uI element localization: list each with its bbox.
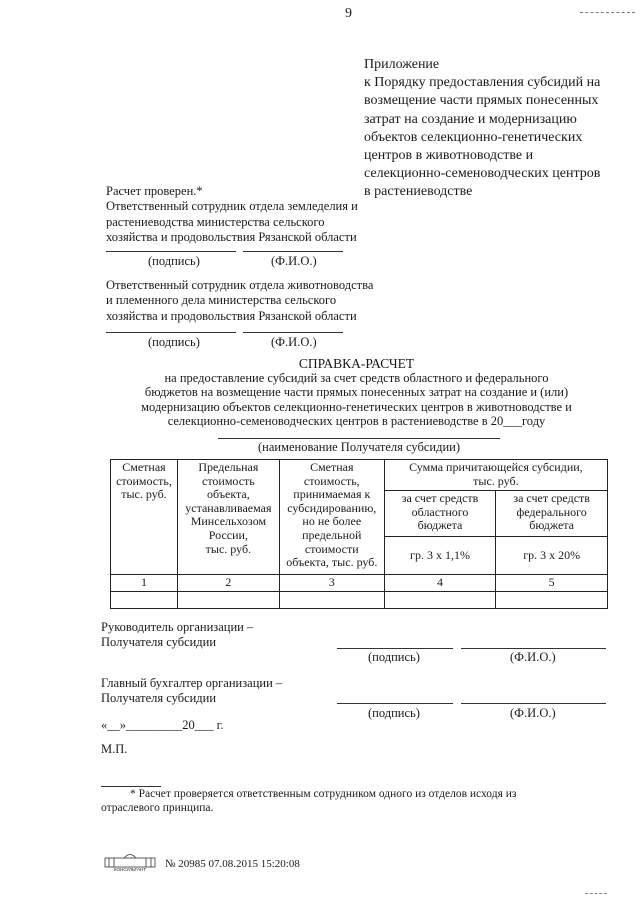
col1-header: Сметная стоимость, тыс. руб. xyxy=(111,460,178,575)
appendix-block xyxy=(364,56,600,202)
group-header: Сумма причитающейся субсидии, тыс. руб. xyxy=(384,460,607,491)
bottom-edge-mark xyxy=(585,893,607,894)
col2-header: Предельная стоимость объекта, устанавливаемая Минсельхозом России, тыс. руб. xyxy=(177,460,279,575)
empty-cell xyxy=(384,591,496,608)
col4-formula: гр. 3 х 1,1% xyxy=(384,537,496,575)
col-number: 3 xyxy=(279,575,384,592)
check2-block xyxy=(106,278,373,324)
appendix-line: центров в животноводстве и xyxy=(364,148,534,164)
accountant-name-line xyxy=(461,703,606,704)
stamp-place: М.П. xyxy=(101,742,128,756)
head-org-name-label: (Ф.И.О.) xyxy=(510,650,556,664)
accountant-line: Главный бухгалтер организации – xyxy=(101,676,283,690)
col5-formula: гр. 3 х 20% xyxy=(496,537,608,575)
check2-line: Ответственный сотрудник отдела животноводства xyxy=(106,278,374,292)
footnote-separator xyxy=(101,786,161,787)
recipient-line xyxy=(218,438,500,439)
check1-sign-line xyxy=(106,251,236,252)
check2-sign-label: (подпись) xyxy=(148,335,200,349)
top-edge-mark xyxy=(580,12,635,13)
col-number: 4 xyxy=(384,575,496,592)
appendix-line: объектов селекционно-генетических xyxy=(364,129,583,145)
col5-header: за счет средств федерального бюджета xyxy=(496,491,608,537)
col-number: 2 xyxy=(177,575,279,592)
accountant-name-label: (Ф.И.О.) xyxy=(510,706,556,720)
check1-line: Ответственный сотрудник отдела земледелия и xyxy=(106,199,358,214)
check1-name-label: (Ф.И.О.) xyxy=(271,254,317,268)
document-title: СПРАВКА-РАСЧЕТ xyxy=(298,356,415,371)
col-number: 1 xyxy=(111,575,178,592)
accountant-sign-line xyxy=(337,703,453,704)
head-org-sign-label: (подпись) xyxy=(368,650,420,664)
empty-cell xyxy=(177,591,279,608)
recipient-label: (наименование Получателя субсидии) xyxy=(257,440,461,454)
empty-cell xyxy=(279,591,384,608)
appendix-title: Приложение xyxy=(364,57,440,72)
heading-line: модернизацию объектов селекционно-генетических центров в животноводстве и xyxy=(141,399,572,414)
heading-line: бюджетов на возмещение части прямых понесенных затрат на создание и (или) xyxy=(144,385,569,400)
empty-cell xyxy=(496,591,608,608)
head-org-line: Руководитель организации – xyxy=(101,620,254,634)
consultant-logo xyxy=(104,850,156,872)
check2-sign-line xyxy=(106,332,236,333)
check2-name-line xyxy=(243,332,343,333)
page-number: 9 xyxy=(345,6,352,21)
accountant-block xyxy=(101,676,282,707)
col3-header: Сметная стоимость, принимаемая к субсидированию, но не более предельной стоимости объекта, тыс. руб. xyxy=(279,460,384,575)
appendix-line: возмещение части прямых понесенных xyxy=(364,93,599,109)
check1-block xyxy=(106,184,358,246)
head-org-name-line xyxy=(461,648,606,649)
check2-line: хозяйства и продовольствия Рязанской области xyxy=(106,308,357,323)
appendix-line: затрат на создание и модернизацию xyxy=(364,111,577,127)
check1-line: растениеводства министерства сельского xyxy=(106,214,325,229)
accountant-sign-label: (подпись) xyxy=(368,706,420,720)
check1-name-line xyxy=(243,251,343,252)
heading-line: селекционно-семеноводческих центров в растениеводстве в 20___году xyxy=(167,414,546,429)
check1-sign-label: (подпись) xyxy=(148,254,200,268)
heading-line: на предоставление субсидий за счет средств областного и федерального xyxy=(164,371,549,385)
footnote-line: * Расчет проверяется ответственным сотрудником одного из отделов исходя из xyxy=(130,788,517,800)
appendix-line: в растениеводстве xyxy=(364,184,473,200)
col4-header: за счет средств областного бюджета xyxy=(384,491,496,537)
doc-stamp: № 20985 07.08.2015 15:20:08 xyxy=(165,858,300,870)
footnote-line: отраслевого принципа. xyxy=(101,802,214,814)
col-number: 5 xyxy=(496,575,608,592)
logo-text: КОНСУЛЬТАНТ xyxy=(113,867,147,872)
subsidy-table xyxy=(110,459,608,609)
appendix-line: селекционно-семеноводческих центров xyxy=(364,166,601,182)
head-org-sign-line xyxy=(337,648,453,649)
empty-cell xyxy=(111,591,178,608)
head-org-line: Получателя субсидии xyxy=(101,635,217,650)
head-org-block xyxy=(101,620,253,651)
check1-line: хозяйства и продовольствия Рязанской области xyxy=(106,230,357,245)
check1-line: Расчет проверен.* xyxy=(106,184,203,198)
accountant-line: Получателя субсидии xyxy=(101,691,217,706)
heading-text xyxy=(0,371,640,429)
check2-name-label: (Ф.И.О.) xyxy=(271,335,317,349)
check2-line: и племенного дела министерства сельского xyxy=(106,293,337,308)
appendix-line: к Порядку предоставления субсидий на xyxy=(364,75,601,91)
date-line: «__»_________20___ г. xyxy=(101,718,224,732)
